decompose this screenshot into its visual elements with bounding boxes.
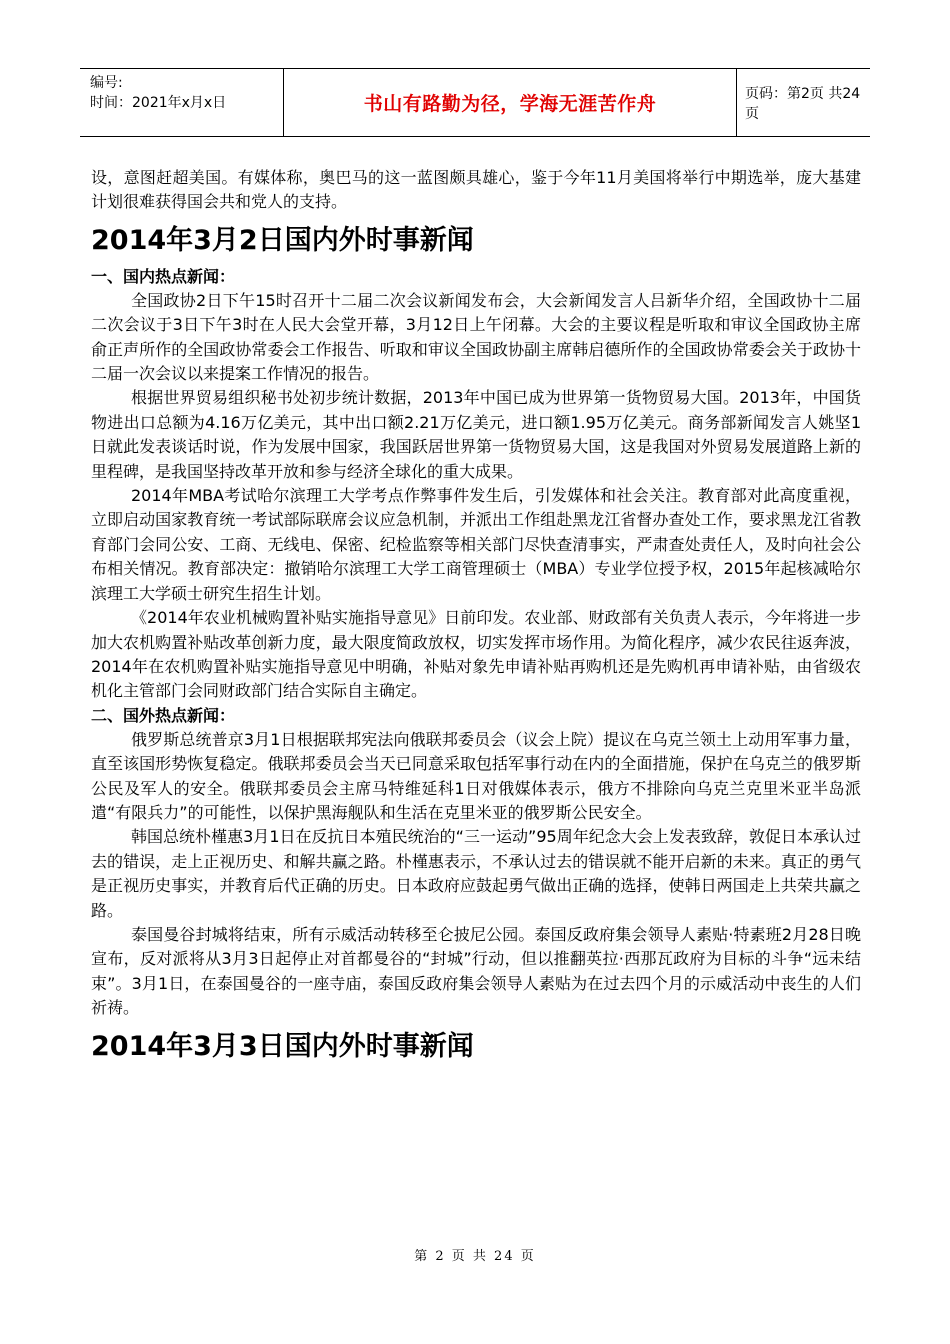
news-paragraph: 全国政协2日下午15时召开十二届二次会议新闻发布会，大会新闻发言人吕新华介绍，全国政协十二届二次会议于3日下午3时在人民大会堂开幕，3月12日上午闭幕。大会的主要议程是听取和审议全国政协主席俞正声所作的全国政协常委会工作报告、听取和审议全国政协副主席韩启德所作的全国政协常委会关于政协十二届一次会议以来提案工作情况的报告。 bbox=[91, 290, 861, 384]
page-footer: 第 2 页 共 24 页 bbox=[414, 1249, 536, 1264]
section-heading-march-2: 2014年3月2日国内外时事新闻 bbox=[91, 224, 474, 256]
foreign-news-heading: 二、国外热点新闻： bbox=[91, 705, 236, 725]
section-heading-march-3: 2014年3月3日国内外时事新闻 bbox=[91, 1030, 474, 1062]
document-body bbox=[91, 166, 861, 1071]
document-number: 编号: bbox=[90, 75, 123, 91]
news-paragraph: 《2014年农业机械购置补贴实施指导意见》日前印发。农业部、财政部有关负责人表示，今年将进一步加大农机购置补贴改革创新力度，最大限度简政放权，切实发挥市场作用。为简化程序，减少农民往返奔波，2014年在农机购置补贴实施指导意见中明确，补贴对象先申请补贴再购机还是先购机再申请补贴，由省级农机化主管部门会同财政部门结合实际自主确定。 bbox=[91, 608, 861, 701]
news-paragraph: 泰国曼谷封城将结束，所有示威活动转移至仑披尼公园。泰国反政府集会领导人素贴·特素班2月28日晚宣布，反对派将从3月3日起停止对首都曼谷的“封城”行动，但以推翻英拉·西那瓦政府为目标的斗争“远未结束”。3月1日，在泰国曼谷的一座寺庙，泰国反政府集会领导人素贴为在过去四个月的示威活动中丧生的人们祈祷。 bbox=[91, 924, 861, 1018]
header-meta bbox=[80, 69, 284, 136]
header-page-info: 页码：第2页 共24页 bbox=[745, 85, 861, 122]
document-time: 时间：2021年x月x日 bbox=[90, 95, 227, 111]
news-paragraph: 俄罗斯总统普京3月1日根据联邦宪法向俄联邦委员会（议会上院）提议在乌克兰领土上动用军事力量，直至该国形势恢复稳定。俄联邦委员会当天已同意采取包括军事行动在内的全面措施，保护在乌克兰的俄罗斯公民及军人的安全。俄联邦委员会主席马特维延科1日对俄媒体表示，俄方不排除向乌克兰克里米亚半岛派遣“有限兵力”的可能性，以保护黑海舰队和生活在克里米亚的俄罗斯公民安全。 bbox=[91, 729, 861, 822]
news-paragraph: 2014年MBA考试哈尔滨理工大学考点作弊事件发生后，引发媒体和社会关注。教育部对此高度重视，立即启动国家教育统一考试部际联席会议应急机制，并派出工作组赴黑龙江省督办查处工作，要求黑龙江省教育部门会同公安、工商、无线电、保密、纪检监察等相关部门尽快查清事实，严肃查处责任人，及时向社会公布相关情况。教育部决定：撤销哈尔滨理工大学工商管理硕士（MBA）专业学位授予权，2015年起核减哈尔滨理工大学硕士研究生招生计划。 bbox=[91, 486, 861, 603]
intro-paragraph: 设，意图赶超美国。有媒体称，奥巴马的这一蓝图颇具雄心，鉴于今年11月美国将举行中期选举，庞大基建计划很难获得国会共和党人的支持。 bbox=[91, 168, 861, 212]
news-paragraph: 韩国总统朴槿惠3月1日在反抗日本殖民统治的“三一运动”95周年纪念大会上发表致辞，敦促日本承认过去的错误，走上正视历史、和解共赢之路。朴槿惠表示，不承认过去的错误就不能开启新的未来。真正的勇气是正视历史事实，并教育后代正确的历史。日本政府应鼓起勇气做出正确的选择，使韩日两国走上共荣共赢之路。 bbox=[91, 827, 861, 920]
news-paragraph: 根据世界贸易组织秘书处初步统计数据，2013年中国已成为世界第一货物贸易大国。2013年，中国货物进出口总额为4.16万亿美元，其中出口额2.21万亿美元，进口额1.95万亿美元。商务部新闻发言人姚坚1日就此发表谈话时说，作为发展中国家，我国跃居世界第一货物贸易大国，这是我国对外贸易发展道路上新的里程碑，是我国坚持改革开放和参与经济全球化的重大成果。 bbox=[91, 388, 861, 481]
page-header bbox=[80, 68, 870, 137]
domestic-news-heading: 一、国内热点新闻： bbox=[91, 266, 236, 286]
header-motto: 书山有路勤为径，学海无涯苦作舟 bbox=[284, 69, 737, 136]
